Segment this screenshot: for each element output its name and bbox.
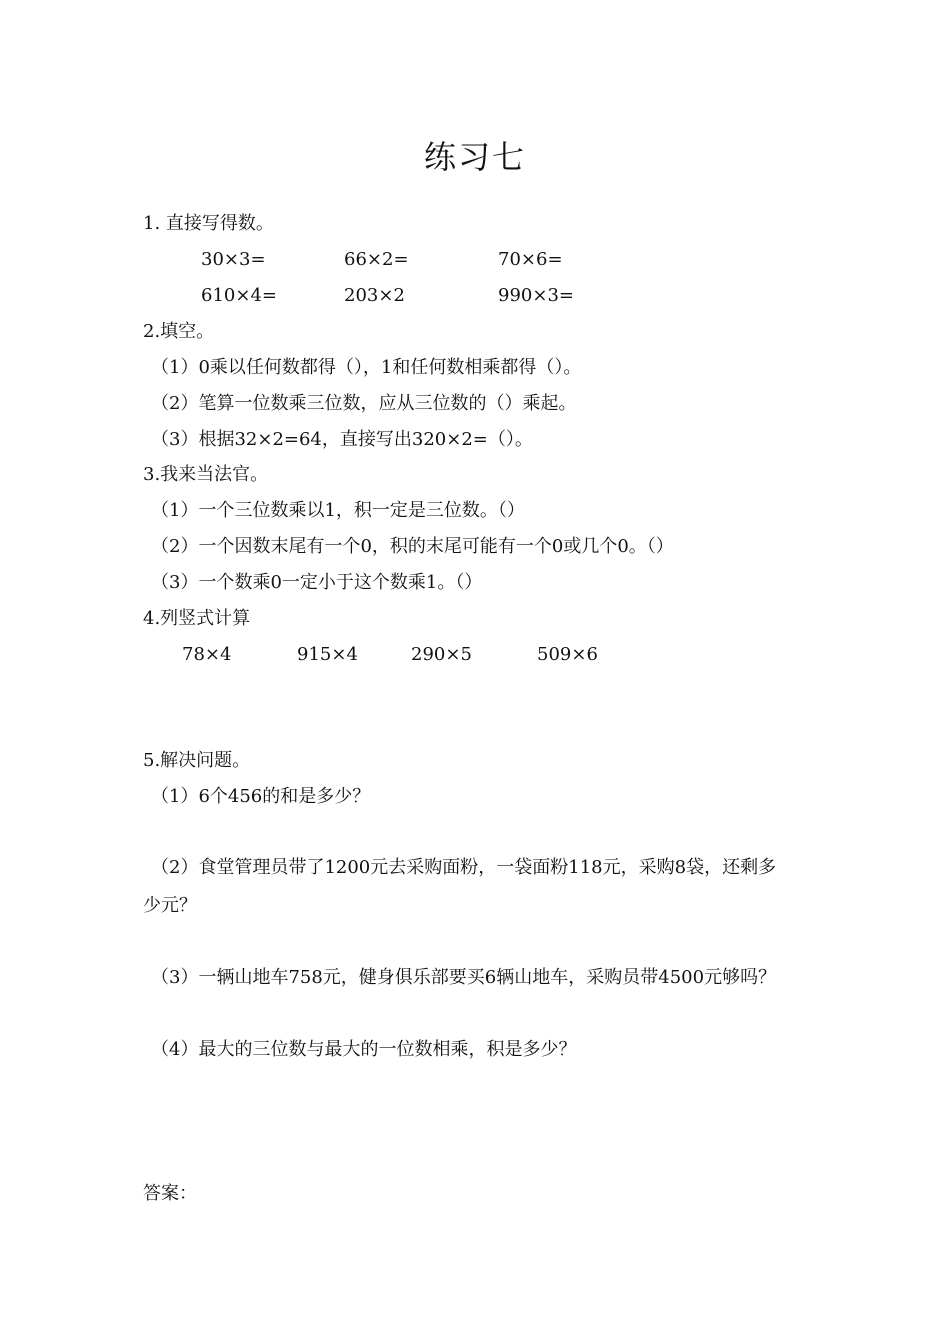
q1-heading: 1. 直接写得数。 bbox=[143, 213, 274, 234]
page-title: 练习七 bbox=[423, 138, 526, 176]
q2-item-3: （3）根据32×2=64，直接写出320×2=（）。 bbox=[151, 429, 533, 450]
q4-heading: 4.列竖式计算 bbox=[143, 608, 251, 629]
q3-heading: 3.我来当法官。 bbox=[143, 464, 269, 485]
q3-item-1: （1）一个三位数乘以1，积一定是三位数。（） bbox=[151, 500, 525, 521]
q1-expr-5: 203×2 bbox=[344, 285, 405, 306]
q1-expr-3: 70×6= bbox=[498, 249, 563, 270]
q4-expr-3: 290×5 bbox=[411, 644, 472, 665]
q5-item-2-cont: 少元？ bbox=[143, 895, 197, 916]
q5-item-4: （4）最大的三位数与最大的一位数相乘，积是多少？ bbox=[151, 1039, 577, 1060]
q5-item-2: （2）食堂管理员带了1200元去采购面粉，一袋面粉118元，采购8袋，还剩多 bbox=[151, 857, 777, 878]
q3-item-2: （2）一个因数末尾有一个0，积的末尾可能有一个0或几个0。（） bbox=[151, 536, 674, 557]
q2-heading: 2.填空。 bbox=[143, 321, 215, 342]
q4-expr-4: 509×6 bbox=[537, 644, 598, 665]
q2-item-1: （1）0乘以任何数都得（），1和任何数相乘都得（）。 bbox=[151, 357, 582, 378]
q4-expr-2: 915×4 bbox=[297, 644, 358, 665]
q5-heading: 5.解决问题。 bbox=[143, 750, 251, 771]
q1-expr-4: 610×4= bbox=[201, 285, 277, 306]
answer-label: 答案： bbox=[143, 1183, 197, 1204]
q5-item-3: （3）一辆山地车758元，健身俱乐部要买6辆山地车，采购员带4500元够吗？ bbox=[151, 967, 777, 988]
q2-item-2: （2）笔算一位数乘三位数，应从三位数的（）乘起。 bbox=[151, 393, 577, 414]
q5-item-1: （1）6个456的和是多少？ bbox=[151, 786, 371, 807]
q1-expr-2: 66×2= bbox=[344, 249, 409, 270]
q1-expr-1: 30×3= bbox=[201, 249, 266, 270]
q3-item-3: （3）一个数乘0一定小于这个数乘1。（） bbox=[151, 572, 483, 593]
q1-expr-6: 990×3= bbox=[498, 285, 574, 306]
q4-expr-1: 78×4 bbox=[182, 644, 232, 665]
